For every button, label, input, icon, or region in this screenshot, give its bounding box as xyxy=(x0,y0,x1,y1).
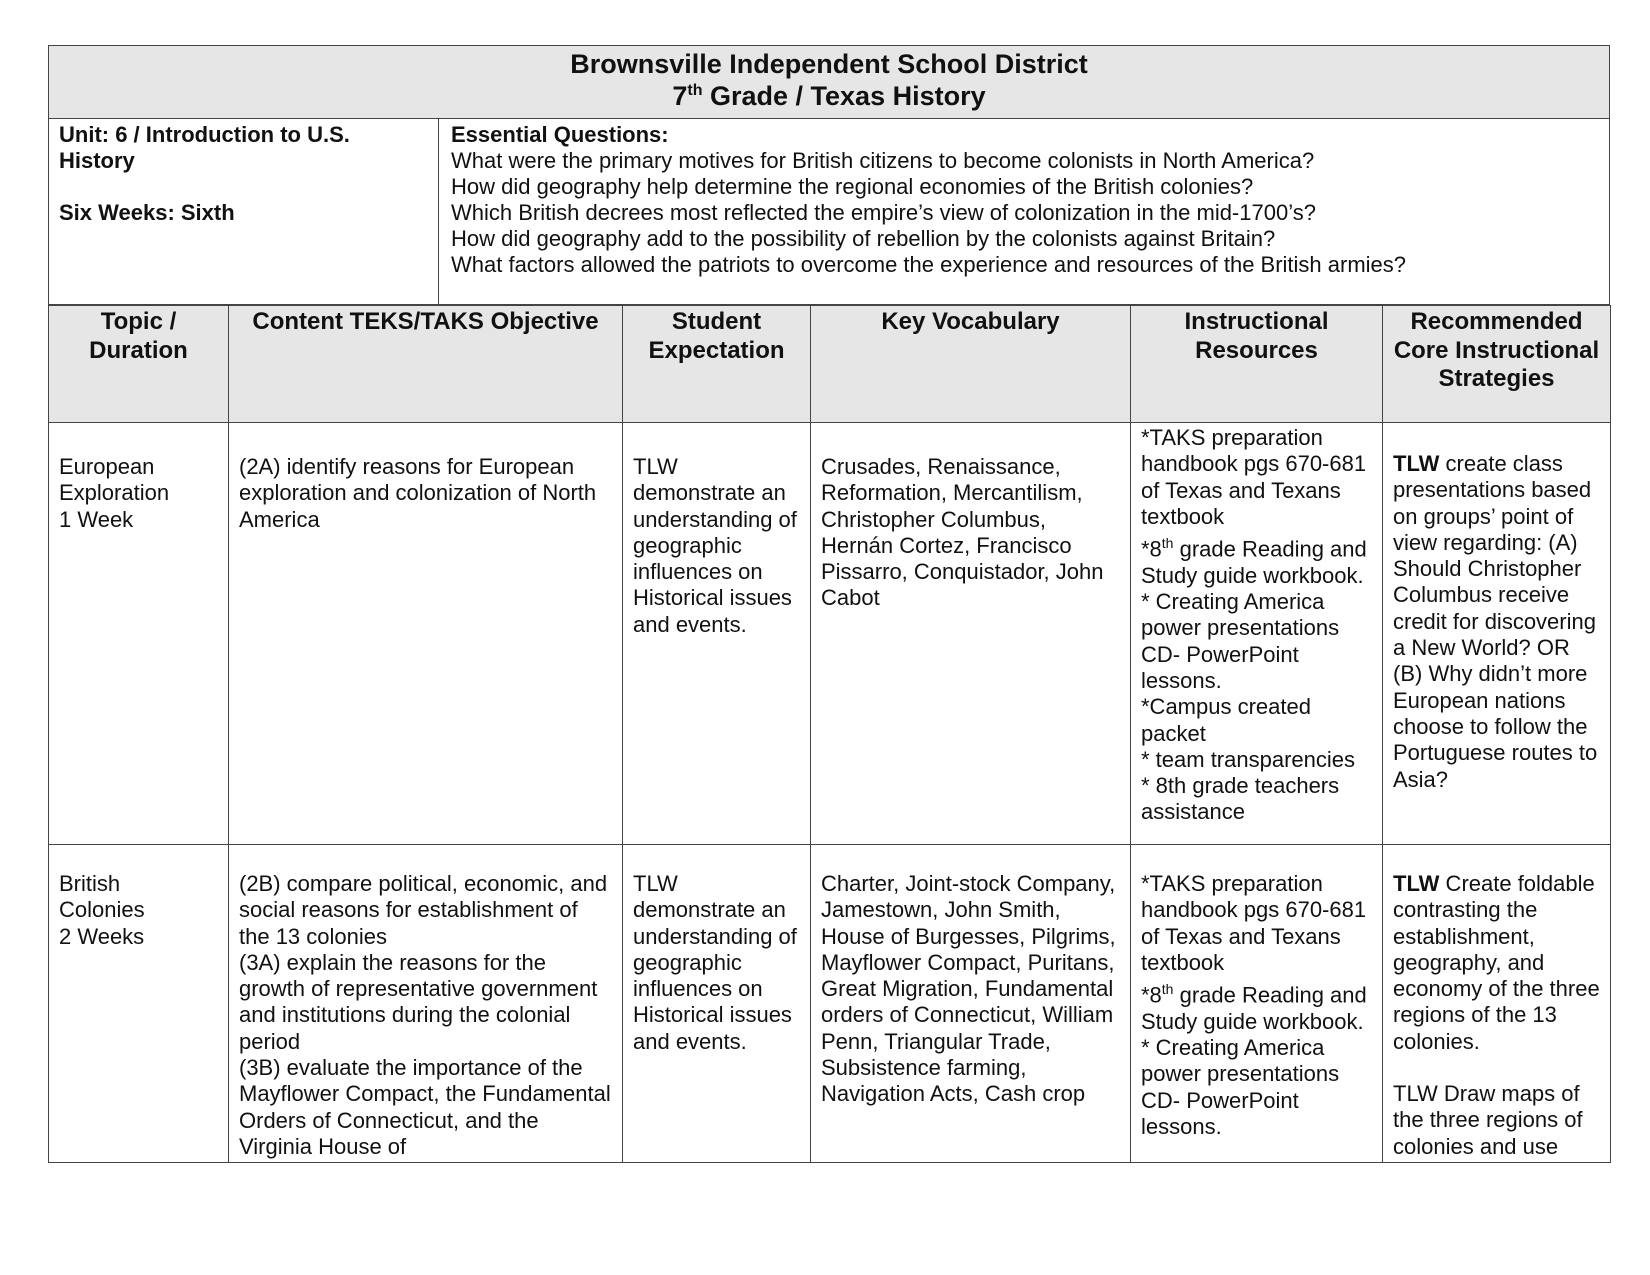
unit-line-1: Unit: 6 / Introduction to U.S. xyxy=(59,122,350,147)
six-weeks-label: Six Weeks: Sixth xyxy=(59,200,235,225)
resources-cell: *TAKS preparation handbook pgs 670-681 of Texas and Texans textbook *8th grade Reading and Study guide workbook. * Creating America power presentations CD- PowerPoint lessons. xyxy=(1131,845,1383,1163)
col-header-vocabulary: Key Vocabulary xyxy=(811,306,1131,423)
essential-questions-label: Essential Questions: xyxy=(451,122,669,147)
expectation-cell: TLW demonstrate an understanding of geographic influences on Historical issues and events. xyxy=(623,423,811,845)
essential-question: What were the primary motives for British citizens to become colonists in North America? xyxy=(451,148,1315,173)
curriculum-table xyxy=(48,305,1611,1163)
strategy-cell: TLW create class presentations based on groups’ point of view regarding: (A) Should Christopher Columbus receive credit for discovering a New World? OR (B) Why didn’t more European nations choose to follow the Portuguese routes to Asia? xyxy=(1383,423,1611,845)
topic-cell: European Exploration 1 Week xyxy=(49,423,229,845)
essential-question: Which British decrees most reflected the empire’s view of colonization in the mid-1700’s? xyxy=(451,200,1316,225)
col-header-topic: Topic / Duration xyxy=(49,306,229,423)
district-title: Brownsville Independent School District xyxy=(570,49,1088,79)
essential-questions-cell xyxy=(439,119,1609,304)
resources-cell: *TAKS preparation handbook pgs 670-681 of Texas and Texans textbook *8th grade Reading and Study guide workbook. * Creating America power presentations CD- PowerPoint lessons. *Campus created packet * team transparencies * 8th grade teachers assistance xyxy=(1131,423,1383,845)
grade-title: 7th Grade / Texas History xyxy=(672,81,986,111)
objective-cell: (2A) identify reasons for European exploration and colonization of North America xyxy=(229,423,623,845)
col-header-objective: Content TEKS/TAKS Objective xyxy=(229,306,623,423)
essential-question: How did geography add to the possibility of rebellion by the colonists against Britain? xyxy=(451,226,1276,251)
essential-question: What factors allowed the patriots to overcome the experience and resources of the British armies? xyxy=(451,252,1407,277)
table-row xyxy=(49,423,1611,845)
document-header xyxy=(48,45,1610,119)
objective-cell: (2B) compare political, economic, and social reasons for establishment of the 13 colonies (3A) explain the reasons for the growth of representative government and institutions during the colonial period (3B) evaluate the importance of the Mayflower Compact, the Fundamental Orders of Connecticut, and the Virginia House of xyxy=(229,845,623,1163)
essential-question: How did geography help determine the regional economies of the British colonies? xyxy=(451,174,1254,199)
vocabulary-cell: Crusades, Renaissance, Reformation, Mercantilism, Christopher Columbus, Hernán Cortez, Francisco Pissarro, Conquistador, John Cabot xyxy=(811,423,1131,845)
topic-cell: British Colonies 2 Weeks xyxy=(49,845,229,1163)
col-header-expectation: Student Expectation xyxy=(623,306,811,423)
unit-line-2: History xyxy=(59,148,135,173)
strategy-cell: TLW Create foldable contrasting the establishment, geography, and economy of the three regions of the 13 colonies. TLW Draw maps of the three regions of colonies and use xyxy=(1383,845,1611,1163)
unit-info-section xyxy=(48,119,1610,305)
col-header-resources: Instructional Resources xyxy=(1131,306,1383,423)
vocabulary-cell: Charter, Joint-stock Company, Jamestown, John Smith, House of Burgesses, Pilgrims, Mayflower Compact, Puritans, Great Migration, Fundamental orders of Connecticut, William Penn, Triangular Trade, Subsistence farming, Navigation Acts, Cash crop xyxy=(811,845,1131,1163)
table-row xyxy=(49,845,1611,1163)
expectation-cell: TLW demonstrate an understanding of geographic influences on Historical issues and events. xyxy=(623,845,811,1163)
table-header-row xyxy=(49,306,1611,423)
unit-cell xyxy=(49,119,439,304)
col-header-strategies: Recommended Core Instructional Strategies xyxy=(1383,306,1611,423)
curriculum-document xyxy=(48,45,1610,1163)
